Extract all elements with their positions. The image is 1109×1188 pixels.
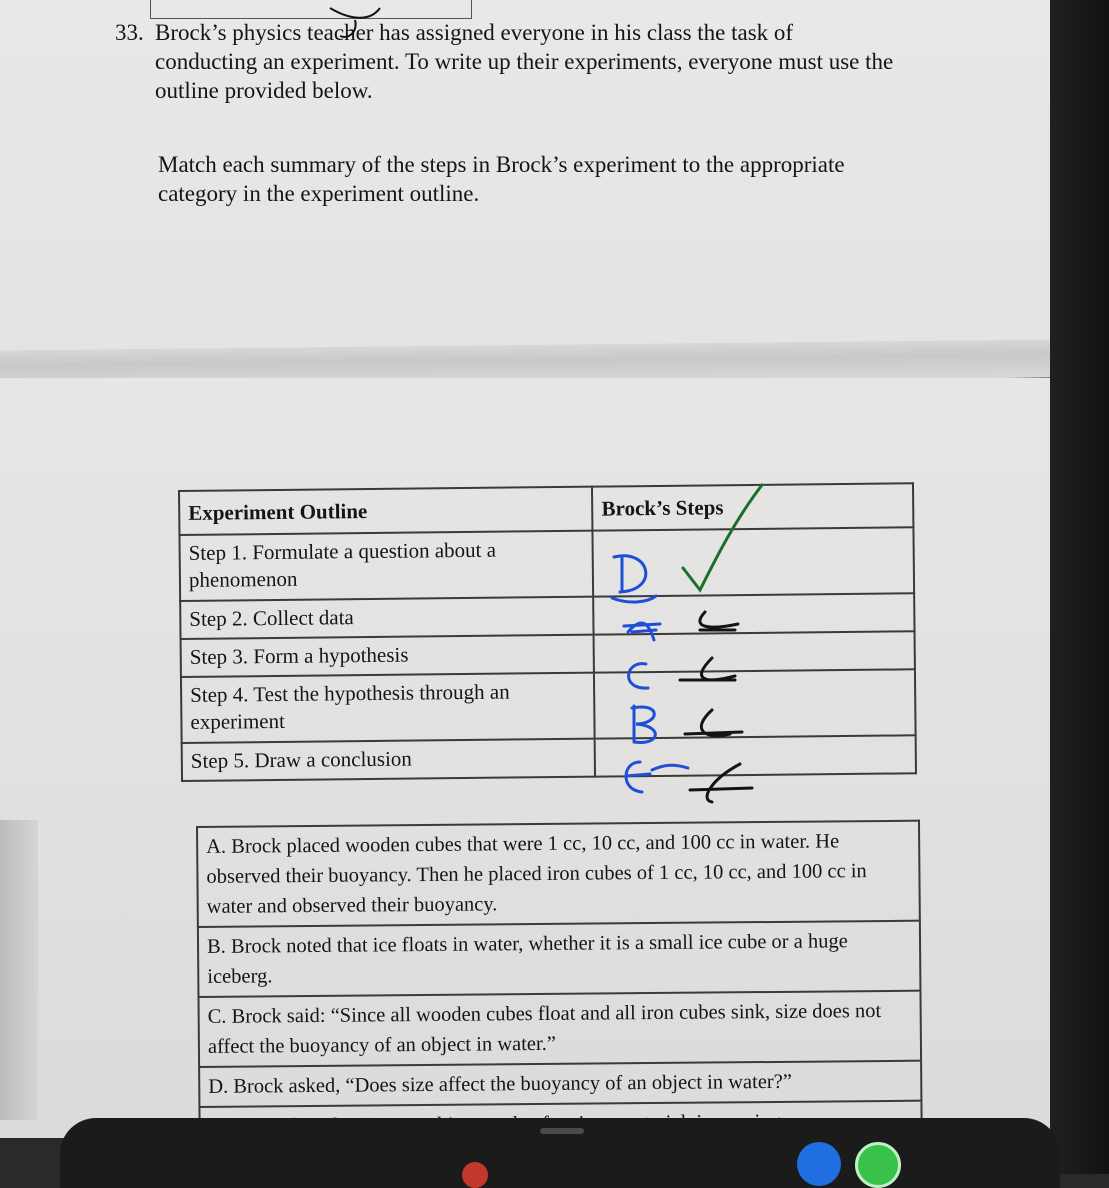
question-body: Brock’s physics teacher has assigned everyone in his class the task of conducting an experiment. To write up their experiments, everyone must use the outline provided below. (155, 20, 894, 103)
ink-mark (700, 612, 738, 630)
record-icon[interactable] (462, 1162, 488, 1188)
summary-b: B. Brock noted that ice floats in water, whether it is a small ice cube or a huge iceberg. (198, 921, 921, 997)
outline-header-left: Experiment Outline (179, 487, 593, 535)
question-instruction: Match each summary of the steps in Brock’s experiment to the appropriate category in the experiment outline. (158, 152, 845, 206)
ink-mark (685, 710, 742, 736)
ink-letter-a (624, 623, 660, 640)
outline-step: Step 3. Form a hypothesis (181, 635, 595, 677)
summary-c: C. Brock said: “Since all wooden cubes float and all iron cubes sink, size does not affect the buoyancy of an object in water.” (198, 991, 921, 1067)
ink-letter-b (632, 706, 655, 743)
question-number: 33. (115, 20, 144, 45)
blue-app-icon[interactable] (797, 1142, 841, 1186)
outline-step: Step 2. Collect data (180, 597, 594, 639)
ink-letter-e (626, 762, 688, 792)
ink-scribble (330, 8, 380, 18)
outline-step: Step 1. Formulate a question about a phenomenon (179, 531, 593, 601)
ink-letter-c (629, 664, 648, 688)
ink-mark (690, 764, 752, 802)
home-indicator[interactable] (540, 1128, 584, 1134)
summary-d: D. Brock asked, “Does size affect the buoyancy of an object in water?” (199, 1061, 921, 1107)
green-app-icon[interactable] (855, 1142, 901, 1188)
check-mark-icon (683, 485, 762, 590)
ink-hook (340, 20, 356, 37)
ink-letter-d (612, 556, 656, 602)
ink-mark (680, 658, 735, 680)
summary-a: A. Brock placed wooden cubes that were 1 cc, 10 cc, and 100 cc in water. He observed their buoyancy. Then he placed iron cubes of 1 cc, 10 cc, and 100 cc in water and observed their buoyancy. (197, 821, 920, 927)
outline-step: Step 4. Test the hypothesis through an experiment (181, 673, 595, 743)
outline-step: Step 5. Draw a conclusion (182, 739, 596, 781)
outline-header-right: Brock’s Steps (592, 483, 913, 530)
